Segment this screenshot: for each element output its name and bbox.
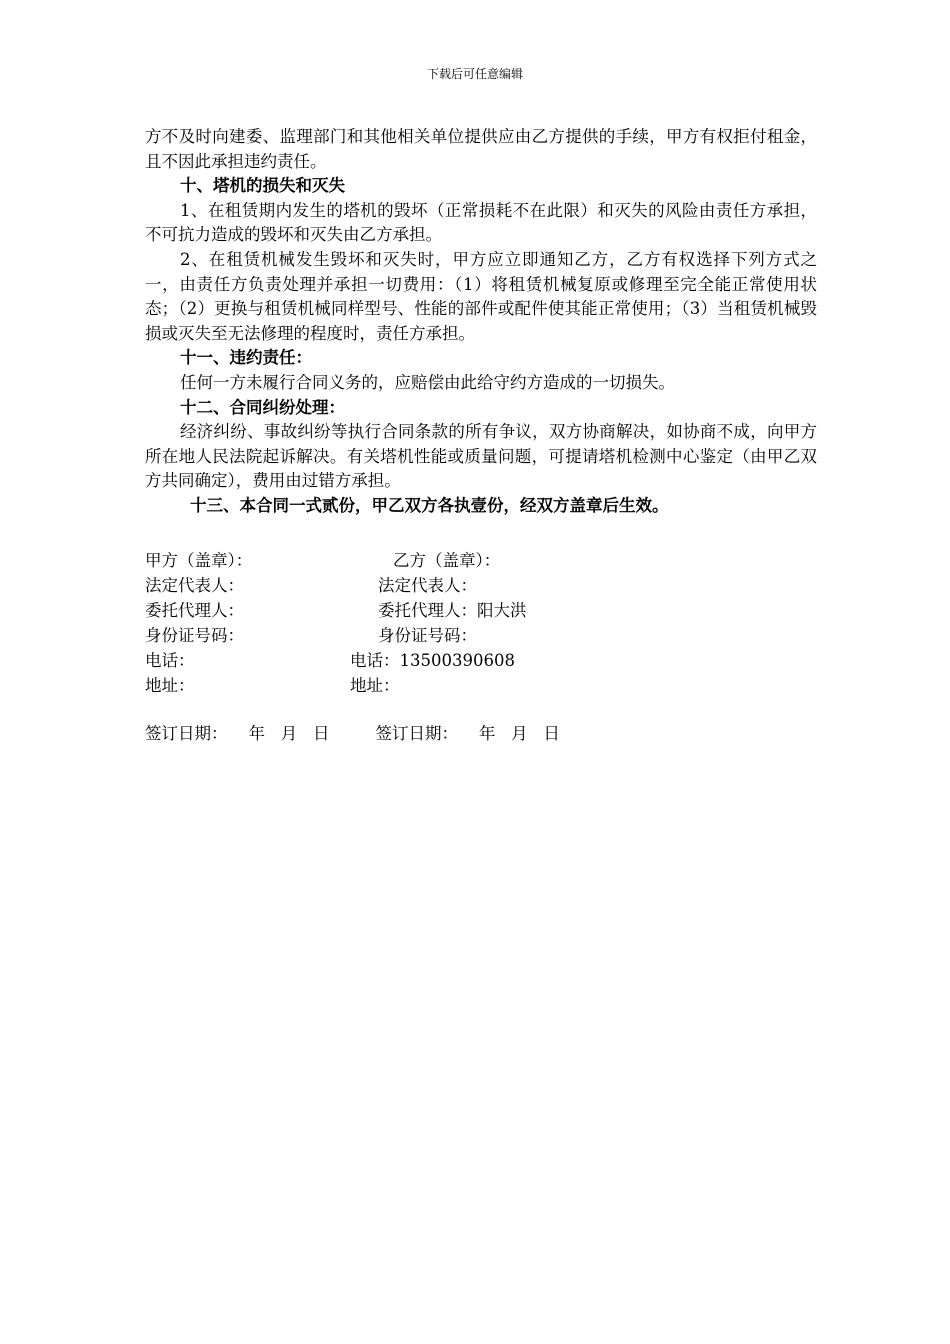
paragraph-10-1: 1、在租赁期内发生的塔机的毁坏（正常损耗不在此限）和灭失的风险由责任方承担，不可抗力造成的毁坏和灭失由乙方承担。: [145, 200, 817, 245]
signature-row-address: [145, 673, 817, 698]
paragraph-12: 经济纠纷、事故纠纷等执行合同条款的所有争议，双方协商解决，如协商不成，向甲方所在地人民法院起诉解决。有关塔机性能或质量问题，可提请塔机检测中心鉴定（由甲乙双方共同确定），费用由过错方承担。: [145, 422, 817, 491]
party-b-agent-label: 委托代理人：阳大洪: [378, 601, 527, 620]
party-a-seal-label: 甲方（盖章）：: [145, 551, 253, 570]
section-heading-10: 十、塔机的损失和灭失: [180, 176, 345, 196]
signature-row-agent: [145, 598, 817, 623]
signing-date-row: [145, 721, 560, 746]
signature-row-id-number: [145, 623, 817, 648]
party-a-phone-label: 电话：: [145, 651, 195, 670]
section-heading-12: 十二、合同纠纷处理：: [180, 397, 345, 417]
section-heading-13: 十三、本合同一式贰份，甲乙双方各执壹份，经双方盖章后生效。: [190, 495, 669, 515]
paragraph-11: 任何一方未履行合同义务的，应赔偿由此给守约方造成的一切损失。: [180, 372, 675, 392]
paragraph-10-2: 2、在租赁机械发生毁坏和灭失时，甲方应立即通知乙方，乙方有权选择下列方式之一，由责任方负责处理并承担一切费用：（1）将租赁机械复原或修理至完全能正常使用状态；（2）更换与租赁机械同样型号、性能的部件或配件使其能正常使用；（3）当租赁机械毁损或灭失至无法修理的程度时，责任方承担。: [145, 249, 817, 343]
party-b-id-number-label: 身份证号码：: [378, 626, 477, 645]
party-a-legal-rep-label: 法定代表人：: [145, 576, 244, 595]
party-a-agent-label: 委托代理人：: [145, 601, 244, 620]
signature-row-seal: [145, 548, 817, 573]
section-heading-11: 十一、违约责任：: [180, 348, 312, 368]
party-a-address-label: 地址：: [145, 676, 195, 695]
party-a-id-number-label: 身份证号码：: [145, 626, 244, 645]
signature-row-phone: [145, 648, 817, 673]
party-b-address-label: 地址：: [350, 676, 400, 695]
party-a-signing-date: 签订日期： 年 月 日: [145, 724, 330, 743]
party-b-legal-rep-label: 法定代表人：: [378, 576, 477, 595]
signature-row-legal-rep: [145, 573, 817, 598]
party-b-signing-date: 签订日期： 年 月 日: [375, 724, 560, 743]
party-b-phone-label: 电话：13500390608: [350, 651, 515, 670]
contract-body: [145, 125, 817, 519]
party-b-seal-label: 乙方（盖章）：: [393, 551, 501, 570]
signature-block: [145, 548, 817, 698]
paragraph-intro: 方不及时向建委、监理部门和其他相关单位提供应由乙方提供的手续，甲方有权拒付租金，且不因此承担违约责任。: [145, 127, 817, 171]
page-header-note: 下载后可任意编辑: [426, 67, 523, 81]
